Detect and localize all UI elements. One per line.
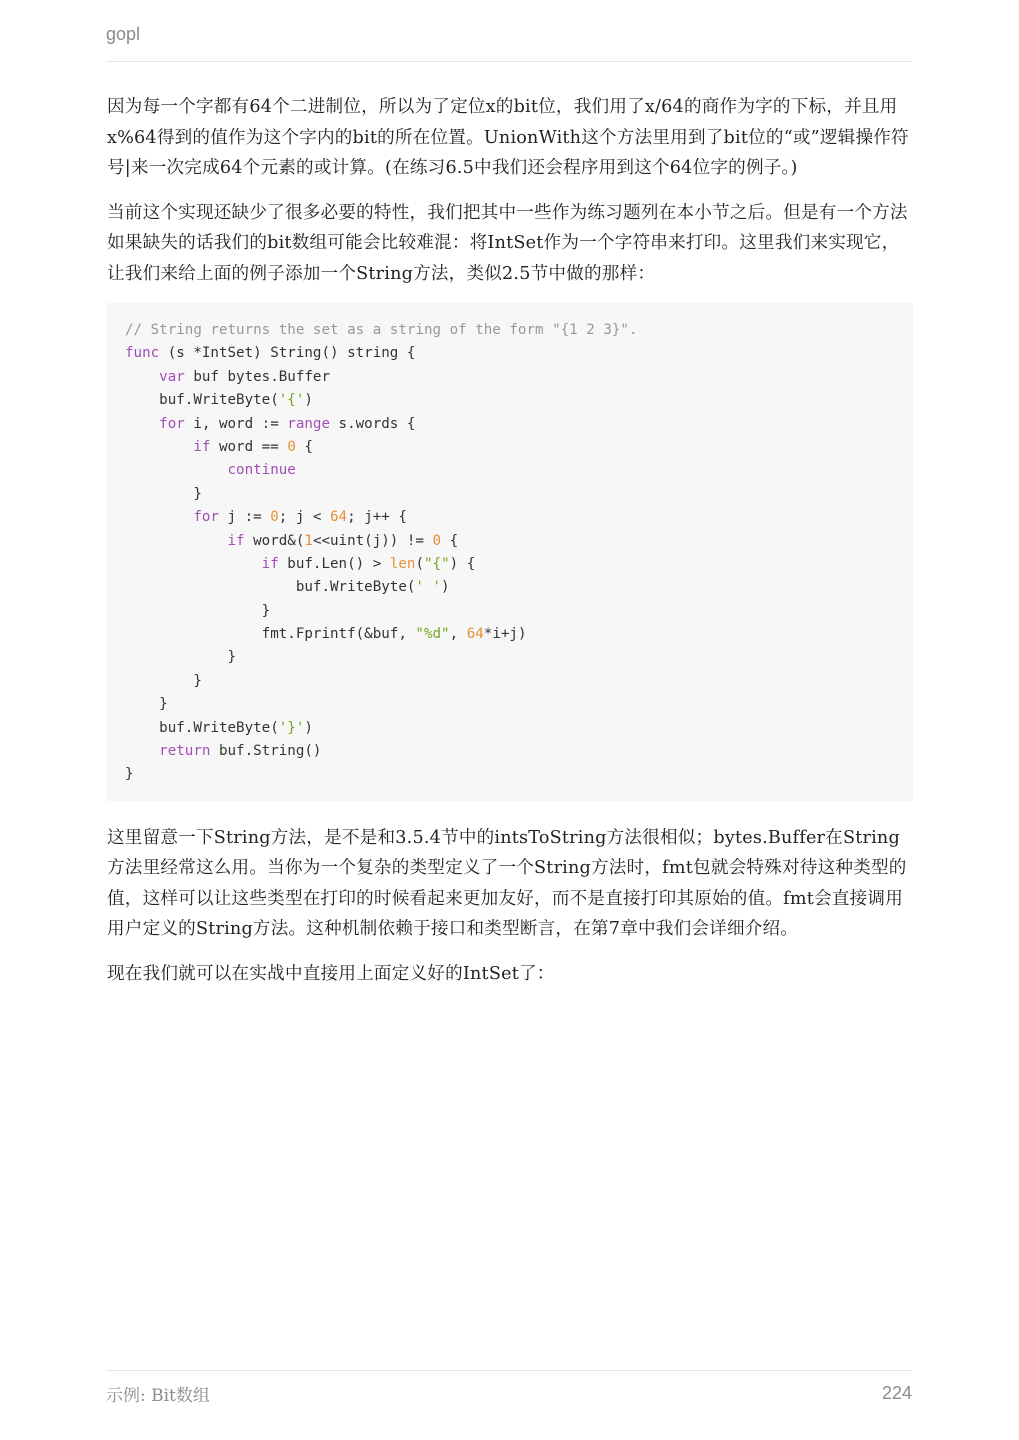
code-token: if (261, 555, 279, 572)
code-token: len (389, 555, 416, 572)
paragraph-4: 现在我们就可以在实战中直接用上面定义好的IntSet了： (107, 963, 555, 984)
code-token: if (227, 532, 245, 549)
code-token: 0 (270, 509, 279, 526)
code-token: '{' (278, 392, 305, 409)
code-token: buf.String() (210, 743, 322, 760)
code-token: ) (441, 579, 450, 596)
code-line (125, 413, 894, 436)
code-token (125, 462, 228, 478)
code-token: for (193, 509, 219, 526)
code-token (125, 556, 262, 572)
code-token (125, 416, 159, 432)
code-token: i, word := (184, 415, 288, 432)
code-token: ) (304, 392, 313, 409)
code-token: // String returns the set as a string of the form "{1 2 3}". (125, 322, 638, 338)
code-line (125, 717, 894, 740)
code-token: } (125, 649, 237, 666)
code-line (125, 530, 894, 553)
code-line (125, 389, 894, 412)
code-line (125, 366, 894, 389)
code-token: ; j++ { (347, 509, 407, 526)
page-footer (106, 1370, 912, 1406)
code-line (125, 319, 894, 342)
page-number: 224 (881, 1383, 912, 1403)
code-token: { (295, 438, 313, 455)
code-token: buf.WriteByte( (125, 579, 416, 596)
code-token: 64 (330, 509, 348, 526)
code-token: return (159, 743, 211, 760)
code-token: } (125, 696, 168, 713)
code-token: ' ' (415, 579, 442, 596)
code-line (125, 553, 894, 576)
code-line (125, 506, 894, 529)
page-header (106, 24, 912, 62)
code-token (125, 743, 159, 759)
code-token: buf.WriteByte( (125, 719, 279, 736)
code-token: range (287, 415, 331, 432)
code-line (125, 740, 894, 763)
code-token: } (125, 602, 271, 619)
code-line (125, 763, 894, 786)
code-line (125, 483, 894, 506)
code-token: (s *IntSet) String() string { (159, 345, 416, 362)
code-token: j := (218, 509, 271, 526)
section-title: 示例: Bit数组 (106, 1386, 210, 1406)
code-token: ) { (449, 555, 476, 572)
book-title: gopl (106, 24, 141, 44)
code-token: 1 (304, 532, 313, 549)
code-token: } (125, 672, 202, 689)
code-token: *i+j) (483, 626, 527, 643)
code-token: "{" (423, 555, 450, 572)
code-token: { (441, 532, 459, 549)
code-token: continue (227, 462, 296, 479)
code-line (125, 646, 894, 669)
code-line (125, 693, 894, 716)
code-token: } (125, 766, 134, 783)
code-line (125, 623, 894, 646)
code-token: '}' (278, 719, 305, 736)
code-token: func (125, 345, 160, 362)
code-token: word == (210, 438, 288, 455)
code-token: <<uint(j)) != (312, 532, 433, 549)
code-token (125, 439, 193, 455)
code-token: for (159, 415, 185, 432)
code-token: 0 (287, 438, 296, 455)
code-token: ) (304, 719, 313, 736)
code-token: var (159, 368, 185, 385)
code-line (125, 342, 894, 365)
paragraph-1: 因为每一个字都有64个二进制位，所以为了定位x的bit位，我们用了x/64的商作为字的下标，并且用x%64得到的值作为这个字内的bit的所在位置。UnionWith这个方法里用到了bit位的“或”逻辑操作符号|来一次完成64个元素的或计算。(在练习6.5中我们还会程序用到这个64位字的例子。) (107, 97, 909, 178)
code-token: , (449, 626, 467, 643)
code-token (125, 369, 159, 385)
code-token: 0 (432, 532, 442, 549)
code-token: word&( (244, 532, 305, 549)
code-token: buf.Len() > (278, 555, 390, 572)
code-token (125, 509, 193, 525)
code-line (125, 436, 894, 459)
code-token: if (193, 438, 211, 455)
paragraph-3: 这里留意一下String方法，是不是和3.5.4节中的intsToString方法很相似；bytes.Buffer在String方法里经常这么用。当你为一个复杂的类型定义了一个String方法时，fmt包就会特殊对待这种类型的值，这样可以让这些类型在打印的时候看起来更加友好，而不是直接打印其原始的值。fmt会直接调用用户定义的String方法。这种机制依赖于接口和类型断言，在第7章中我们会详细介绍。 (107, 827, 907, 940)
code-token: ; j < (278, 509, 331, 526)
code-token: ( (415, 555, 424, 572)
code-token: s.words { (330, 415, 416, 432)
code-line (125, 459, 894, 482)
code-token: 64 (466, 626, 484, 643)
code-token: buf.WriteByte( (125, 392, 279, 409)
code-token (125, 533, 228, 549)
code-line (125, 600, 894, 623)
code-token: } (125, 485, 202, 502)
code-line (125, 670, 894, 693)
page-content (107, 92, 912, 1003)
paragraph-2: 当前这个实现还缺少了很多必要的特性，我们把其中一些作为练习题列在本小节之后。但是有一个方法如果缺失的话我们的bit数组可能会比较难混：将IntSet作为一个字符串来打印。这里我们来实现它，让我们来给上面的例子添加一个String方法，类似2.5节中做的那样： (107, 202, 908, 284)
code-line (125, 576, 894, 599)
code-token: fmt.Fprintf(&buf, (125, 626, 416, 643)
code-block (106, 303, 913, 801)
code-token: "%d" (415, 626, 450, 643)
code-token: buf bytes.Buffer (184, 368, 331, 385)
